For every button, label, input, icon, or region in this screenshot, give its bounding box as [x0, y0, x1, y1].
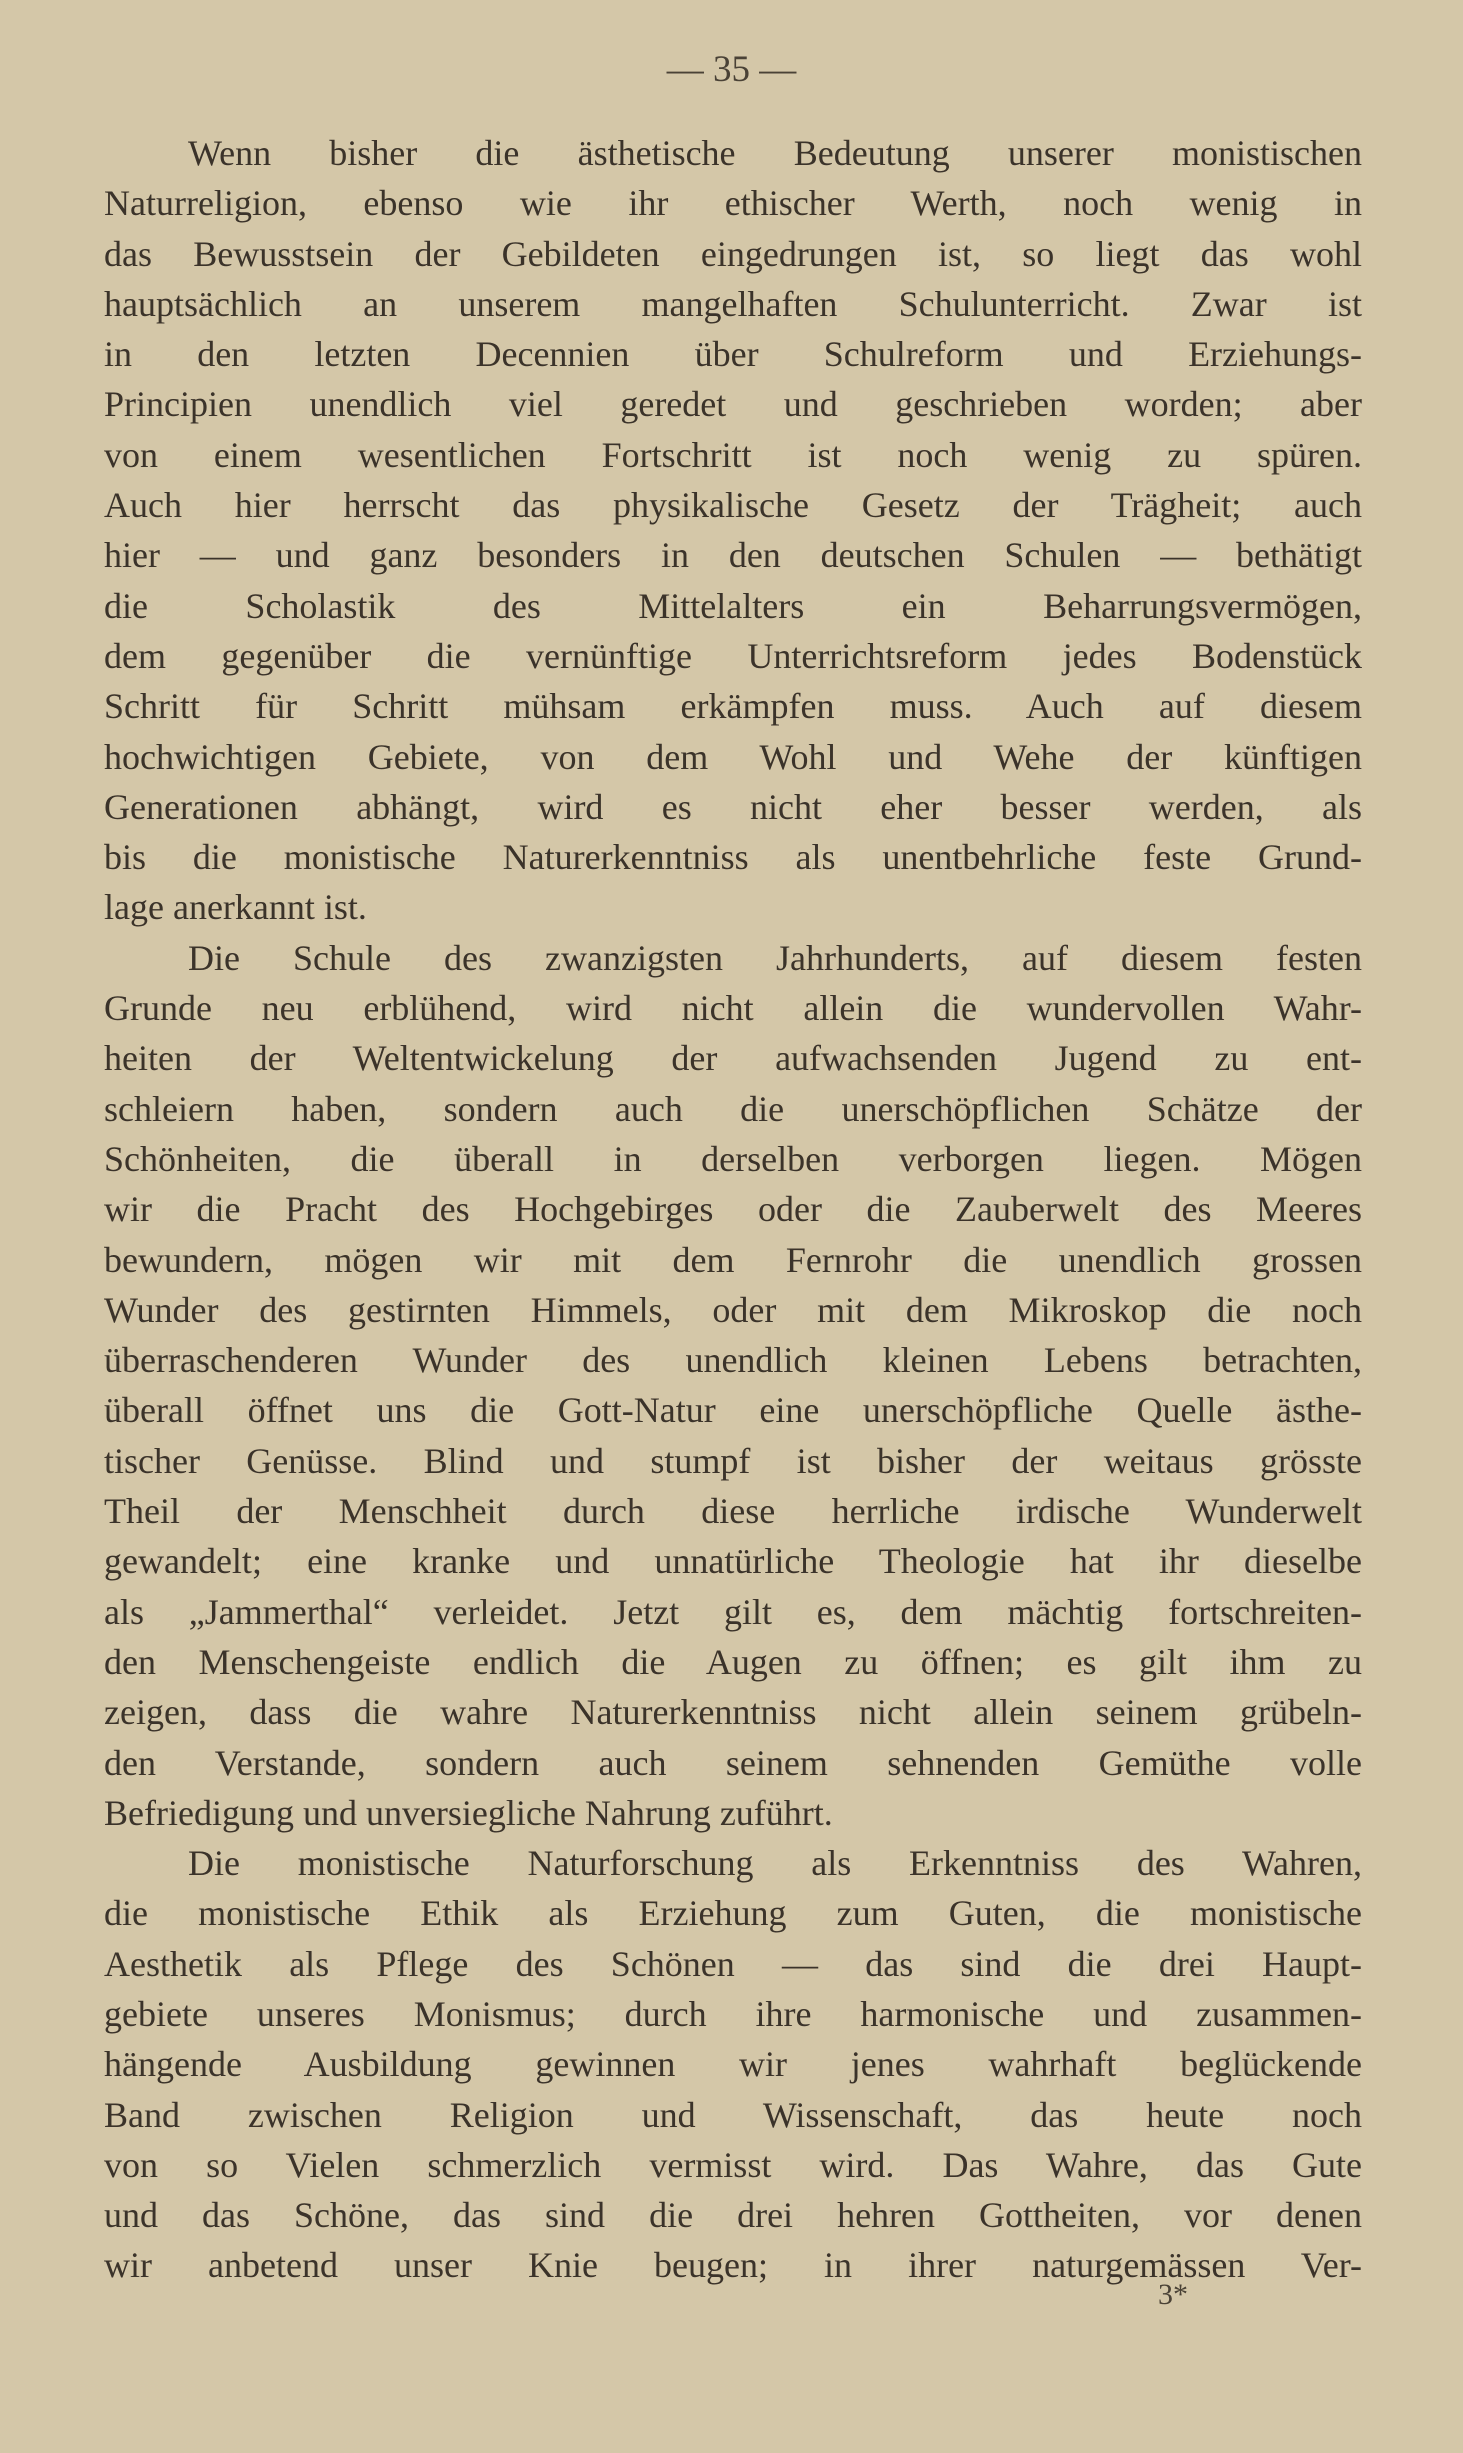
text-line: wir anbetend unser Knie beugen; in ihrer naturgemässen Ver-: [104, 2245, 1362, 2286]
text-line: heiten der Weltentwickelung der aufwachsenden Jugend zu ent-: [104, 1038, 1362, 1079]
text-line: wir die Pracht des Hochgebirges oder die Zauberwelt des Meeres: [104, 1189, 1362, 1230]
text-line: die monistische Ethik als Erziehung zum Guten, die monistische: [104, 1893, 1362, 1934]
text-line: überraschenderen Wunder des unendlich kleinen Lebens betrachten,: [104, 1340, 1362, 1381]
page-number: — 35 —: [666, 49, 797, 90]
text-line: zeigen, dass die wahre Naturerkenntniss nicht allein seinem grübeln-: [104, 1692, 1362, 1733]
text-line: in den letzten Decennien über Schulreform und Erziehungs-: [104, 334, 1362, 375]
text-line: dem gegenüber die vernünftige Unterrichtsreform jedes Bodenstück: [104, 635, 1362, 676]
text-line: Die monistische Naturforschung als Erkenntniss des Wahren,: [188, 1843, 1362, 1884]
text-line: gebiete unseres Monismus; durch ihre harmonische und zusammen-: [104, 1993, 1362, 2034]
text-line: das Bewusstsein der Gebildeten eingedrungen ist, so liegt das wohl: [104, 233, 1362, 274]
text-line: Wenn bisher die ästhetische Bedeutung unserer monistischen: [188, 133, 1362, 173]
text-line: von so Vielen schmerzlich vermisst wird. Das Wahre, das Gute: [104, 2144, 1362, 2185]
text-line: Aesthetik als Pflege des Schönen — das sind die drei Haupt-: [104, 1943, 1362, 1984]
text-line: Befriedigung und unversiegliche Nahrung zuführt.: [104, 1792, 833, 1833]
text-line: überall öffnet uns die Gott-Natur eine unerschöpfliche Quelle ästhe-: [104, 1390, 1362, 1431]
text-line: als „Jammerthal“ verleidet. Jetzt gilt es, dem mächtig fortschreiten-: [104, 1591, 1362, 1632]
text-line: Wunder des gestirnten Himmels, oder mit dem Mikroskop die noch: [104, 1289, 1362, 1330]
text-line: den Verstande, sondern auch seinem sehnenden Gemüthe volle: [104, 1742, 1362, 1783]
text-line: Auch hier herrscht das physikalische Gesetz der Trägheit; auch: [104, 485, 1362, 526]
text-line: Naturreligion, ebenso wie ihr ethischer Werth, noch wenig in: [104, 183, 1362, 224]
body-text: [104, 128, 1362, 2291]
text-line: Grunde neu erblühend, wird nicht allein die wundervollen Wahr-: [104, 988, 1362, 1029]
text-line: schleiern haben, sondern auch die unerschöpflichen Schätze der: [104, 1088, 1362, 1129]
text-line: hochwichtigen Gebiete, von dem Wohl und Wehe der künftigen: [104, 736, 1362, 777]
text-line: lage anerkannt ist.: [104, 887, 367, 928]
text-line: Principien unendlich viel geredet und geschrieben worden; aber: [104, 384, 1362, 425]
text-line: bis die monistische Naturerkenntniss als unentbehrliche feste Grund-: [104, 837, 1362, 878]
text-line: von einem wesentlichen Fortschritt ist noch wenig zu spüren.: [104, 434, 1362, 475]
signature-mark: 3*: [1158, 2278, 1188, 2311]
text-line: hier — und ganz besonders in den deutschen Schulen — bethätigt: [104, 535, 1362, 576]
text-line: bewundern, mögen wir mit dem Fernrohr die unendlich grossen: [104, 1239, 1362, 1280]
text-line: und das Schöne, das sind die drei hehren Gottheiten, vor denen: [104, 2195, 1362, 2236]
text-line: hauptsächlich an unserem mangelhaften Schulunterricht. Zwar ist: [104, 283, 1362, 324]
text-line: Die Schule des zwanzigsten Jahrhunderts, auf diesem festen: [188, 937, 1362, 978]
text-line: Schritt für Schritt mühsam erkämpfen muss. Auch auf diesem: [104, 686, 1362, 727]
text-line: tischer Genüsse. Blind und stumpf ist bisher der weitaus grösste: [104, 1440, 1362, 1481]
text-line: den Menschengeiste endlich die Augen zu öffnen; es gilt ihm zu: [104, 1641, 1362, 1682]
text-line: Schönheiten, die überall in derselben verborgen liegen. Mögen: [104, 1138, 1362, 1179]
text-line: Band zwischen Religion und Wissenschaft, das heute noch: [104, 2094, 1362, 2135]
text-line: hängende Ausbildung gewinnen wir jenes wahrhaft beglückende: [104, 2044, 1362, 2085]
text-line: Generationen abhängt, wird es nicht eher besser werden, als: [104, 786, 1362, 827]
text-line: die Scholastik des Mittelalters ein Beharrungsvermögen,: [104, 585, 1362, 626]
text-line: gewandelt; eine kranke und unnatürliche Theologie hat ihr dieselbe: [104, 1541, 1362, 1582]
text-line: Theil der Menschheit durch diese herrliche irdische Wunderwelt: [104, 1491, 1362, 1532]
